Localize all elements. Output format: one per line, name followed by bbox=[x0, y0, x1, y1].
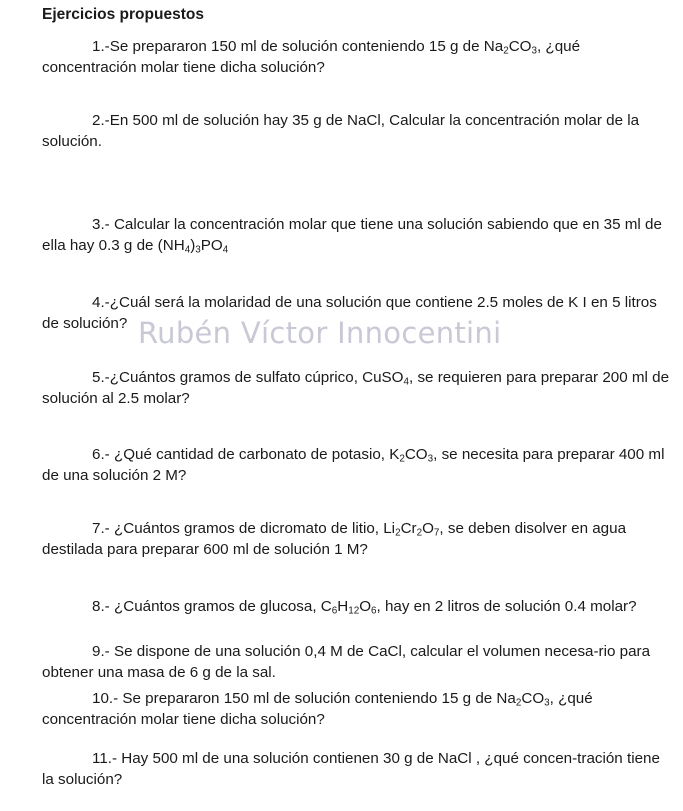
subscript: 2 bbox=[399, 453, 405, 465]
exercise-text: CO bbox=[521, 690, 545, 707]
exercise-number: 1.- bbox=[92, 38, 110, 55]
exercise-text: ) bbox=[190, 237, 196, 254]
exercise-number: 10.- bbox=[92, 690, 123, 707]
subscript: 3 bbox=[544, 697, 550, 709]
subscript: 2 bbox=[515, 697, 522, 709]
subscript: 2 bbox=[416, 527, 423, 539]
exercise-text: CO bbox=[404, 446, 428, 463]
subscript: 3 bbox=[427, 453, 434, 465]
exercise-text: , ¿qué concentración molar tiene dicha solución? bbox=[42, 38, 581, 76]
exercise-text: ¿Cuántos gramos de dicromato de litio, Li bbox=[113, 520, 396, 537]
subscript: 6 bbox=[371, 605, 377, 617]
exercise-text: Cr bbox=[400, 520, 417, 537]
exercise-text: En 500 ml de solución hay 35 g de NaCl, Calcular la concentración molar de la solución. bbox=[42, 112, 640, 150]
exercise-3 bbox=[42, 214, 672, 256]
exercise-text: , hay en 2 litros de solución 0.4 molar? bbox=[376, 598, 637, 615]
exercise-text: Hay 500 ml de una solución contienen 30 g de NaCl , ¿qué concen-tración tiene la solución? bbox=[42, 750, 660, 788]
exercise-number: 7.- bbox=[92, 520, 114, 537]
exercise-8 bbox=[42, 596, 672, 617]
exercise-text: Se dispone de una solución 0,4 M de CaCl, calcular el volumen necesa-rio para obtener una masa de 6 g de la sal. bbox=[42, 643, 651, 681]
exercise-text: , se deben disolver en agua destilada para preparar 600 ml de solución 1 M? bbox=[42, 520, 627, 558]
exercise-7 bbox=[42, 518, 672, 560]
exercise-text: ¿Cuántos gramos de sulfato cúprico, CuSO bbox=[109, 369, 404, 386]
exercise-2 bbox=[42, 110, 672, 152]
subscript: 4 bbox=[403, 376, 409, 388]
exercise-text: , se necesita para preparar 400 ml de una solución 2 M? bbox=[42, 446, 665, 484]
subscript: 3 bbox=[195, 244, 201, 256]
exercise-text: ¿Cuántos gramos de glucosa, C bbox=[113, 598, 332, 615]
subscript: 12 bbox=[348, 605, 360, 617]
exercise-number: 5.- bbox=[92, 369, 110, 386]
exercise-text: , se requieren para preparar 200 ml de solución al 2.5 molar? bbox=[42, 369, 670, 407]
exercise-text: ¿Qué cantidad de carbonato de potasio, K bbox=[113, 446, 400, 463]
exercise-1 bbox=[42, 36, 672, 78]
exercise-6 bbox=[42, 444, 672, 486]
exercise-text: O bbox=[422, 520, 434, 537]
subscript: 2 bbox=[395, 527, 401, 539]
exercise-text: CO bbox=[508, 38, 532, 55]
exercise-number: 6.- bbox=[92, 446, 114, 463]
exercise-text: Se prepararon 150 ml de solución conteniendo 15 g de Na bbox=[122, 690, 516, 707]
exercise-11 bbox=[42, 748, 672, 790]
exercise-text: Calcular la concentración molar que tiene una solución sabiendo que en 35 ml de ella hay 0.3 g de (NH bbox=[42, 216, 662, 254]
exercise-number: 11.- bbox=[92, 750, 122, 767]
subscript: 7 bbox=[433, 527, 440, 539]
subscript: 3 bbox=[531, 45, 537, 57]
exercise-number: 2.- bbox=[92, 112, 110, 129]
exercise-number: 4.- bbox=[92, 294, 110, 311]
exercise-number: 8.- bbox=[92, 598, 114, 615]
exercise-text: O bbox=[359, 598, 372, 615]
exercise-text: PO bbox=[200, 237, 223, 254]
subscript: 4 bbox=[222, 244, 229, 256]
subscript: 4 bbox=[184, 244, 191, 256]
exercise-text: H bbox=[337, 598, 349, 615]
exercise-number: 3.- bbox=[92, 216, 114, 233]
watermark: Rubén Víctor Innocentini bbox=[138, 316, 502, 350]
exercise-text: ¿Cuál será la molaridad de una solución que contiene 2.5 moles de K I en 5 litros de solución? bbox=[42, 294, 657, 332]
exercise-10 bbox=[42, 688, 672, 730]
exercise-text: , ¿qué concentración molar tiene dicha solución? bbox=[42, 690, 593, 728]
exercise-number: 9.- bbox=[92, 643, 114, 660]
exercise-text: Se prepararon 150 ml de solución conteniendo 15 g de Na bbox=[109, 38, 504, 55]
exercise-9 bbox=[42, 641, 672, 683]
subscript: 6 bbox=[331, 605, 338, 617]
page-title: Ejercicios propuestos bbox=[42, 6, 204, 23]
exercise-5 bbox=[42, 367, 672, 409]
subscript: 2 bbox=[503, 45, 509, 57]
